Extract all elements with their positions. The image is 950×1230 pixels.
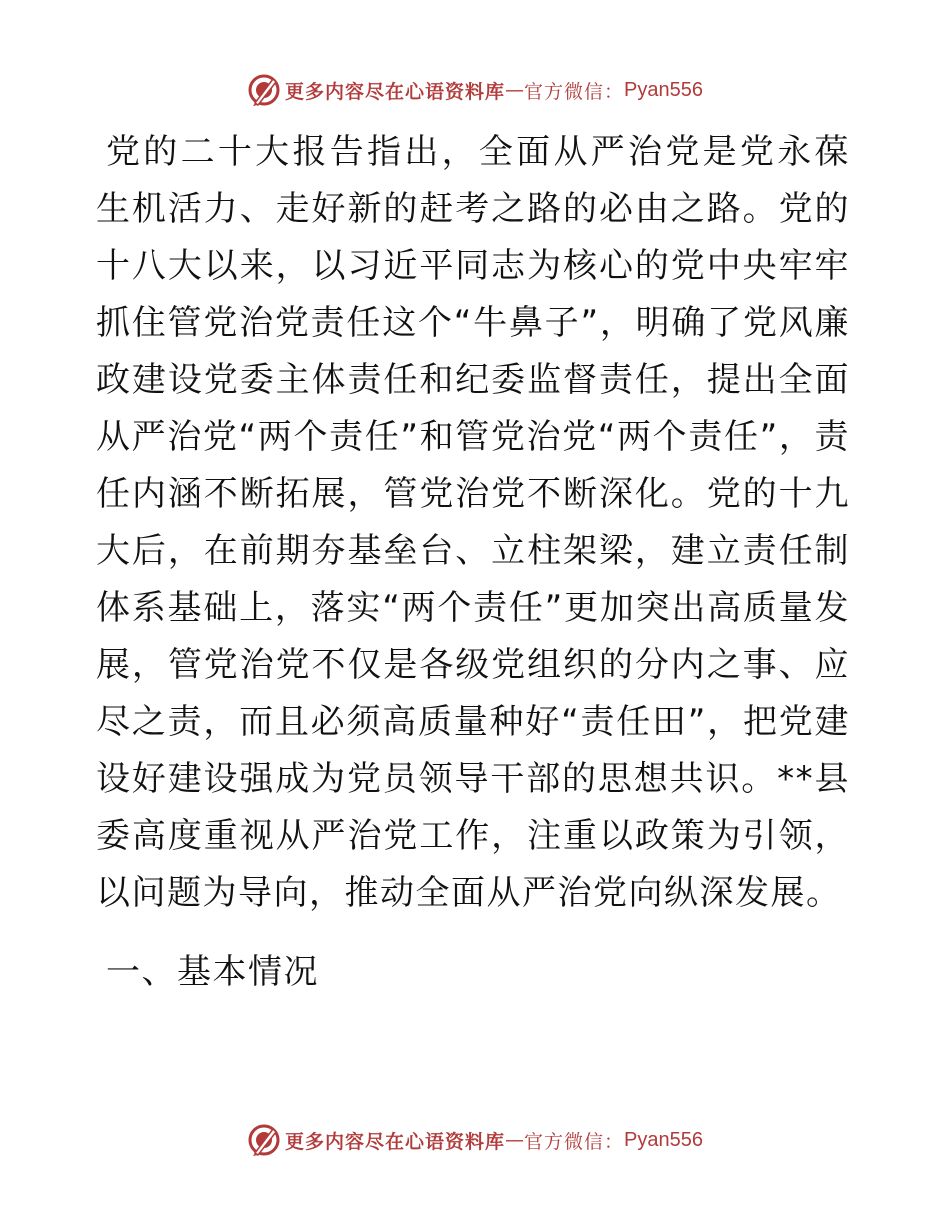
- header-banner-text: 更多内容尽在心语资料库: [285, 80, 506, 103]
- pen-circle-logo-icon: [247, 1123, 281, 1157]
- header-wechat-id: Pyan556: [624, 78, 703, 101]
- footer-banner-subtext: 官方微信：: [524, 1130, 625, 1153]
- footer-banner-text: 更多内容尽在心语资料库: [285, 1130, 506, 1153]
- pen-circle-logo-icon: [247, 73, 281, 107]
- document-body: [96, 124, 850, 1001]
- footer-wechat-id: Pyan556: [624, 1128, 703, 1151]
- footer-banner-dash: —: [505, 1129, 525, 1151]
- header-banner-dash: —: [505, 79, 525, 101]
- section-heading: 一、基本情况: [106, 952, 319, 992]
- header-banner-subtext: 官方微信：: [524, 80, 625, 103]
- header-banner: [0, 70, 950, 110]
- footer-banner: [0, 1120, 950, 1160]
- intro-paragraph: 党的二十大报告指出，全面从严治党是党永葆生机活力、走好新的赶考之路的必由之路。党的十八大以来，以习近平同志为核心的党中央牢牢抓住管党治党责任这个“牛鼻子”，明确了党风廉政建设党委主体责任和纪委监督责任，提出全面从严治党“两个责任”和管党治党“两个责任”，责任内涵不断拓展，管党治党不断深化。党的十九大后，在前期夯基垒台、立柱架梁，建立责任制体系基础上，落实“两个责任”更加突出高质量发展，管党治党不仅是各级党组织的分内之事、应尽之责，而且必须高质量种好“责任田”，把党建设好建设强成为党员领导干部的思想共识。**县委高度重视从严治党工作，注重以政策为引领，以问题为导向，推动全面从严治党向纵深发展。: [96, 132, 850, 913]
